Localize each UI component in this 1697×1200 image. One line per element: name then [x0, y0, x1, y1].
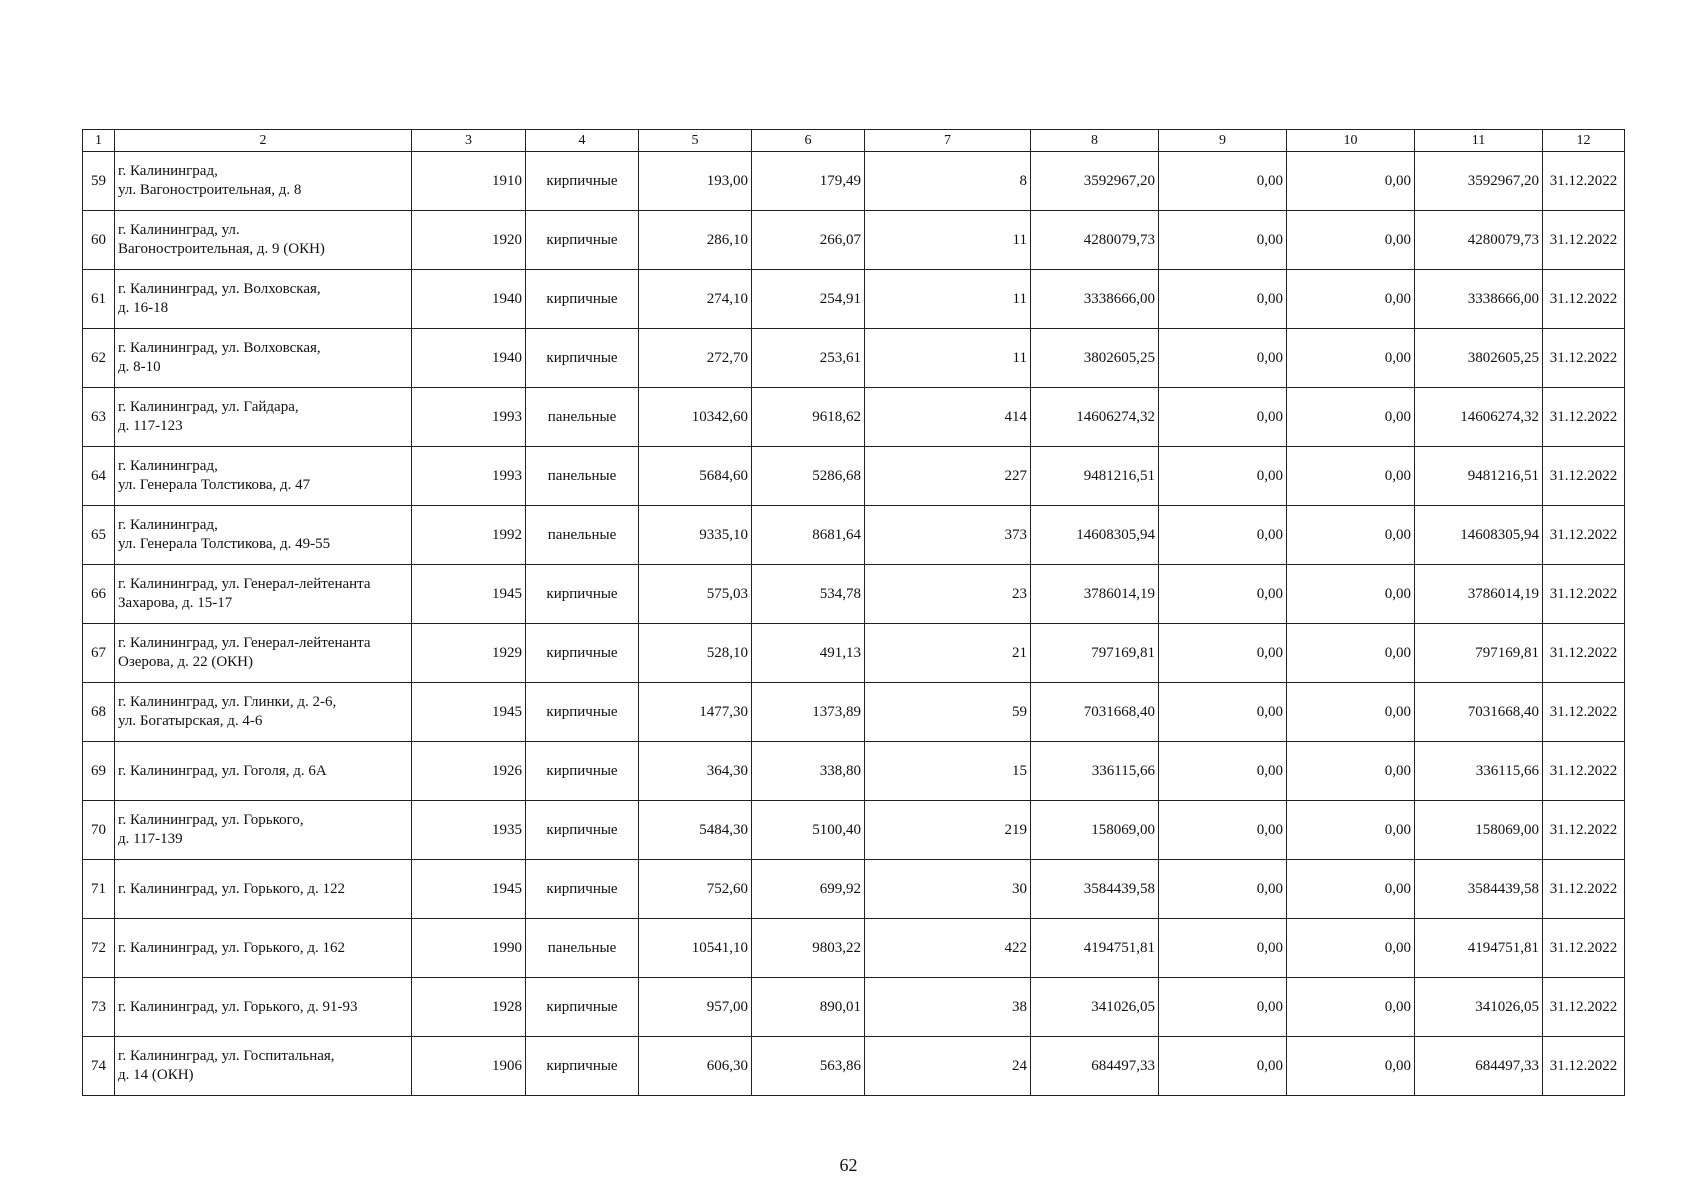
cell-address: г. Калининград, ул. Генерала Толстикова, д. 49-55 [115, 506, 412, 565]
cell-wall-material: кирпичные [526, 565, 639, 624]
cell-cost-2: 0,00 [1287, 329, 1415, 388]
cell-address: г. Калининград, ул. Генерал-лейтенанта Озерова, д. 22 (ОКН) [115, 624, 412, 683]
cell-year-built: 1940 [412, 270, 526, 329]
cell-total-area: 5484,30 [639, 801, 752, 860]
housing-table [82, 129, 1625, 1096]
table-row [83, 565, 1625, 624]
cell-cost-3: 3592967,20 [1415, 152, 1543, 211]
cell-year-built: 1935 [412, 801, 526, 860]
cell-year-built: 1910 [412, 152, 526, 211]
cell-wall-material: кирпичные [526, 211, 639, 270]
cell-living-area: 253,61 [752, 329, 865, 388]
cell-cost-3: 3786014,19 [1415, 565, 1543, 624]
table-row [83, 1037, 1625, 1096]
cell-address: г. Калининград, ул. Волховская, д. 8-10 [115, 329, 412, 388]
cell-living-area: 9618,62 [752, 388, 865, 447]
cell-total-area: 1477,30 [639, 683, 752, 742]
cell-deadline: 31.12.2022 [1543, 624, 1625, 683]
cell-row-number: 69 [83, 742, 115, 801]
cell-cost-3: 684497,33 [1415, 1037, 1543, 1096]
cell-row-number: 68 [83, 683, 115, 742]
cell-wall-material: кирпичные [526, 742, 639, 801]
column-header-10: 10 [1287, 130, 1415, 152]
cell-living-area: 266,07 [752, 211, 865, 270]
cell-row-number: 74 [83, 1037, 115, 1096]
cell-wall-material: кирпичные [526, 683, 639, 742]
cell-cost-3: 9481216,51 [1415, 447, 1543, 506]
cell-wall-material: кирпичные [526, 978, 639, 1037]
cell-cost-total: 4194751,81 [1031, 919, 1159, 978]
cell-cost-1: 0,00 [1159, 978, 1287, 1037]
cell-living-area: 491,13 [752, 624, 865, 683]
cell-year-built: 1990 [412, 919, 526, 978]
cell-residents: 11 [865, 211, 1031, 270]
cell-residents: 422 [865, 919, 1031, 978]
cell-cost-3: 14608305,94 [1415, 506, 1543, 565]
cell-living-area: 8681,64 [752, 506, 865, 565]
cell-cost-3: 7031668,40 [1415, 683, 1543, 742]
cell-living-area: 254,91 [752, 270, 865, 329]
cell-wall-material: кирпичные [526, 801, 639, 860]
cell-cost-2: 0,00 [1287, 565, 1415, 624]
cell-cost-3: 14606274,32 [1415, 388, 1543, 447]
cell-cost-total: 9481216,51 [1031, 447, 1159, 506]
cell-residents: 8 [865, 152, 1031, 211]
cell-address: г. Калининград, ул. Глинки, д. 2-6, ул. Богатырская, д. 4-6 [115, 683, 412, 742]
table-row [83, 329, 1625, 388]
column-header-7: 7 [865, 130, 1031, 152]
cell-deadline: 31.12.2022 [1543, 860, 1625, 919]
cell-living-area: 699,92 [752, 860, 865, 919]
cell-wall-material: кирпичные [526, 860, 639, 919]
cell-total-area: 5684,60 [639, 447, 752, 506]
cell-year-built: 1928 [412, 978, 526, 1037]
cell-total-area: 752,60 [639, 860, 752, 919]
cell-residents: 59 [865, 683, 1031, 742]
cell-deadline: 31.12.2022 [1543, 742, 1625, 801]
cell-living-area: 534,78 [752, 565, 865, 624]
cell-cost-2: 0,00 [1287, 801, 1415, 860]
cell-cost-total: 4280079,73 [1031, 211, 1159, 270]
cell-total-area: 10541,10 [639, 919, 752, 978]
cell-row-number: 71 [83, 860, 115, 919]
cell-deadline: 31.12.2022 [1543, 978, 1625, 1037]
cell-cost-1: 0,00 [1159, 742, 1287, 801]
cell-total-area: 606,30 [639, 1037, 752, 1096]
cell-year-built: 1926 [412, 742, 526, 801]
table-row [83, 978, 1625, 1037]
cell-row-number: 62 [83, 329, 115, 388]
cell-address: г. Калининград, ул. Горького, д. 122 [115, 860, 412, 919]
cell-cost-1: 0,00 [1159, 860, 1287, 919]
cell-address: г. Калининград, ул. Госпитальная, д. 14 (ОКН) [115, 1037, 412, 1096]
table-row [83, 447, 1625, 506]
cell-cost-1: 0,00 [1159, 211, 1287, 270]
cell-cost-total: 3338666,00 [1031, 270, 1159, 329]
cell-total-area: 575,03 [639, 565, 752, 624]
table-row [83, 860, 1625, 919]
cell-cost-1: 0,00 [1159, 565, 1287, 624]
cell-address: г. Калининград, ул. Генерала Толстикова, д. 47 [115, 447, 412, 506]
cell-cost-1: 0,00 [1159, 919, 1287, 978]
table-row [83, 152, 1625, 211]
cell-cost-2: 0,00 [1287, 506, 1415, 565]
cell-cost-1: 0,00 [1159, 506, 1287, 565]
cell-living-area: 1373,89 [752, 683, 865, 742]
cell-residents: 38 [865, 978, 1031, 1037]
cell-residents: 414 [865, 388, 1031, 447]
cell-cost-total: 158069,00 [1031, 801, 1159, 860]
cell-cost-total: 14606274,32 [1031, 388, 1159, 447]
cell-cost-1: 0,00 [1159, 329, 1287, 388]
cell-deadline: 31.12.2022 [1543, 447, 1625, 506]
cell-cost-total: 797169,81 [1031, 624, 1159, 683]
table-row [83, 211, 1625, 270]
cell-residents: 227 [865, 447, 1031, 506]
cell-deadline: 31.12.2022 [1543, 388, 1625, 447]
table-row [83, 506, 1625, 565]
cell-living-area: 179,49 [752, 152, 865, 211]
cell-cost-total: 341026,05 [1031, 978, 1159, 1037]
cell-year-built: 1993 [412, 447, 526, 506]
cell-address: г. Калининград, ул. Гайдара, д. 117-123 [115, 388, 412, 447]
table-header [83, 130, 1625, 152]
cell-deadline: 31.12.2022 [1543, 270, 1625, 329]
cell-row-number: 59 [83, 152, 115, 211]
cell-cost-1: 0,00 [1159, 624, 1287, 683]
cell-row-number: 70 [83, 801, 115, 860]
cell-cost-3: 797169,81 [1415, 624, 1543, 683]
column-header-11: 11 [1415, 130, 1543, 152]
cell-cost-total: 684497,33 [1031, 1037, 1159, 1096]
cell-residents: 24 [865, 1037, 1031, 1096]
cell-total-area: 9335,10 [639, 506, 752, 565]
cell-total-area: 10342,60 [639, 388, 752, 447]
cell-year-built: 1929 [412, 624, 526, 683]
cell-cost-3: 3584439,58 [1415, 860, 1543, 919]
cell-address: г. Калининград, ул. Волховская, д. 16-18 [115, 270, 412, 329]
cell-address: г. Калининград, ул. Горького, д. 117-139 [115, 801, 412, 860]
table-row [83, 801, 1625, 860]
cell-living-area: 563,86 [752, 1037, 865, 1096]
cell-row-number: 73 [83, 978, 115, 1037]
column-header-3: 3 [412, 130, 526, 152]
header-row [83, 130, 1625, 152]
cell-wall-material: панельные [526, 388, 639, 447]
cell-cost-3: 3802605,25 [1415, 329, 1543, 388]
cell-row-number: 61 [83, 270, 115, 329]
cell-cost-1: 0,00 [1159, 270, 1287, 329]
cell-cost-1: 0,00 [1159, 801, 1287, 860]
cell-row-number: 63 [83, 388, 115, 447]
cell-residents: 30 [865, 860, 1031, 919]
cell-cost-total: 7031668,40 [1031, 683, 1159, 742]
cell-year-built: 1920 [412, 211, 526, 270]
table-row [83, 683, 1625, 742]
cell-living-area: 5286,68 [752, 447, 865, 506]
cell-residents: 11 [865, 329, 1031, 388]
page-number: 62 [839, 1155, 858, 1175]
cell-total-area: 193,00 [639, 152, 752, 211]
cell-residents: 21 [865, 624, 1031, 683]
cell-cost-2: 0,00 [1287, 683, 1415, 742]
column-header-1: 1 [83, 130, 115, 152]
cell-deadline: 31.12.2022 [1543, 1037, 1625, 1096]
table-row [83, 388, 1625, 447]
cell-cost-1: 0,00 [1159, 447, 1287, 506]
table-row [83, 742, 1625, 801]
cell-cost-3: 3338666,00 [1415, 270, 1543, 329]
cell-cost-3: 341026,05 [1415, 978, 1543, 1037]
cell-living-area: 338,80 [752, 742, 865, 801]
cell-year-built: 1906 [412, 1037, 526, 1096]
column-header-12: 12 [1543, 130, 1625, 152]
cell-address: г. Калининград, ул. Горького, д. 162 [115, 919, 412, 978]
cell-living-area: 5100,40 [752, 801, 865, 860]
cell-year-built: 1992 [412, 506, 526, 565]
cell-row-number: 60 [83, 211, 115, 270]
cell-wall-material: панельные [526, 447, 639, 506]
cell-deadline: 31.12.2022 [1543, 565, 1625, 624]
cell-year-built: 1945 [412, 860, 526, 919]
cell-cost-3: 4280079,73 [1415, 211, 1543, 270]
cell-residents: 219 [865, 801, 1031, 860]
cell-deadline: 31.12.2022 [1543, 329, 1625, 388]
table-row [83, 624, 1625, 683]
cell-address: г. Калининград, ул. Гоголя, д. 6А [115, 742, 412, 801]
column-header-6: 6 [752, 130, 865, 152]
cell-cost-2: 0,00 [1287, 1037, 1415, 1096]
cell-cost-1: 0,00 [1159, 1037, 1287, 1096]
cell-wall-material: кирпичные [526, 1037, 639, 1096]
cell-address: г. Калининград, ул. Генерал-лейтенанта Захарова, д. 15-17 [115, 565, 412, 624]
cell-residents: 23 [865, 565, 1031, 624]
cell-cost-2: 0,00 [1287, 211, 1415, 270]
cell-row-number: 67 [83, 624, 115, 683]
cell-residents: 373 [865, 506, 1031, 565]
cell-cost-2: 0,00 [1287, 388, 1415, 447]
cell-total-area: 364,30 [639, 742, 752, 801]
column-header-4: 4 [526, 130, 639, 152]
cell-cost-total: 3584439,58 [1031, 860, 1159, 919]
cell-total-area: 272,70 [639, 329, 752, 388]
cell-cost-2: 0,00 [1287, 978, 1415, 1037]
column-header-5: 5 [639, 130, 752, 152]
table-row [83, 919, 1625, 978]
cell-total-area: 957,00 [639, 978, 752, 1037]
cell-cost-total: 14608305,94 [1031, 506, 1159, 565]
cell-cost-1: 0,00 [1159, 683, 1287, 742]
cell-cost-total: 3592967,20 [1031, 152, 1159, 211]
cell-residents: 15 [865, 742, 1031, 801]
cell-cost-2: 0,00 [1287, 919, 1415, 978]
cell-row-number: 65 [83, 506, 115, 565]
cell-cost-3: 336115,66 [1415, 742, 1543, 801]
cell-cost-2: 0,00 [1287, 624, 1415, 683]
cell-total-area: 274,10 [639, 270, 752, 329]
cell-wall-material: панельные [526, 919, 639, 978]
cell-address: г. Калининград, ул. Горького, д. 91-93 [115, 978, 412, 1037]
cell-deadline: 31.12.2022 [1543, 683, 1625, 742]
cell-cost-2: 0,00 [1287, 270, 1415, 329]
cell-cost-3: 158069,00 [1415, 801, 1543, 860]
cell-year-built: 1940 [412, 329, 526, 388]
cell-row-number: 72 [83, 919, 115, 978]
cell-residents: 11 [865, 270, 1031, 329]
cell-deadline: 31.12.2022 [1543, 152, 1625, 211]
cell-wall-material: кирпичные [526, 270, 639, 329]
column-header-8: 8 [1031, 130, 1159, 152]
cell-deadline: 31.12.2022 [1543, 801, 1625, 860]
cell-cost-2: 0,00 [1287, 742, 1415, 801]
cell-total-area: 528,10 [639, 624, 752, 683]
cell-address: г. Калининград, ул. Вагоностроительная, д. 9 (ОКН) [115, 211, 412, 270]
cell-year-built: 1945 [412, 565, 526, 624]
cell-address: г. Калининград, ул. Вагоностроительная, д. 8 [115, 152, 412, 211]
cell-cost-total: 336115,66 [1031, 742, 1159, 801]
cell-cost-total: 3786014,19 [1031, 565, 1159, 624]
cell-deadline: 31.12.2022 [1543, 506, 1625, 565]
cell-living-area: 9803,22 [752, 919, 865, 978]
cell-total-area: 286,10 [639, 211, 752, 270]
cell-row-number: 66 [83, 565, 115, 624]
column-header-2: 2 [115, 130, 412, 152]
cell-year-built: 1993 [412, 388, 526, 447]
cell-cost-1: 0,00 [1159, 388, 1287, 447]
cell-wall-material: кирпичные [526, 152, 639, 211]
cell-cost-1: 0,00 [1159, 152, 1287, 211]
cell-cost-total: 3802605,25 [1031, 329, 1159, 388]
cell-row-number: 64 [83, 447, 115, 506]
column-header-9: 9 [1159, 130, 1287, 152]
cell-cost-2: 0,00 [1287, 447, 1415, 506]
cell-cost-3: 4194751,81 [1415, 919, 1543, 978]
cell-living-area: 890,01 [752, 978, 865, 1037]
cell-wall-material: кирпичные [526, 329, 639, 388]
cell-wall-material: панельные [526, 506, 639, 565]
cell-cost-2: 0,00 [1287, 860, 1415, 919]
cell-wall-material: кирпичные [526, 624, 639, 683]
cell-cost-2: 0,00 [1287, 152, 1415, 211]
cell-deadline: 31.12.2022 [1543, 211, 1625, 270]
cell-deadline: 31.12.2022 [1543, 919, 1625, 978]
cell-year-built: 1945 [412, 683, 526, 742]
table-row [83, 270, 1625, 329]
table-body [83, 152, 1625, 1096]
